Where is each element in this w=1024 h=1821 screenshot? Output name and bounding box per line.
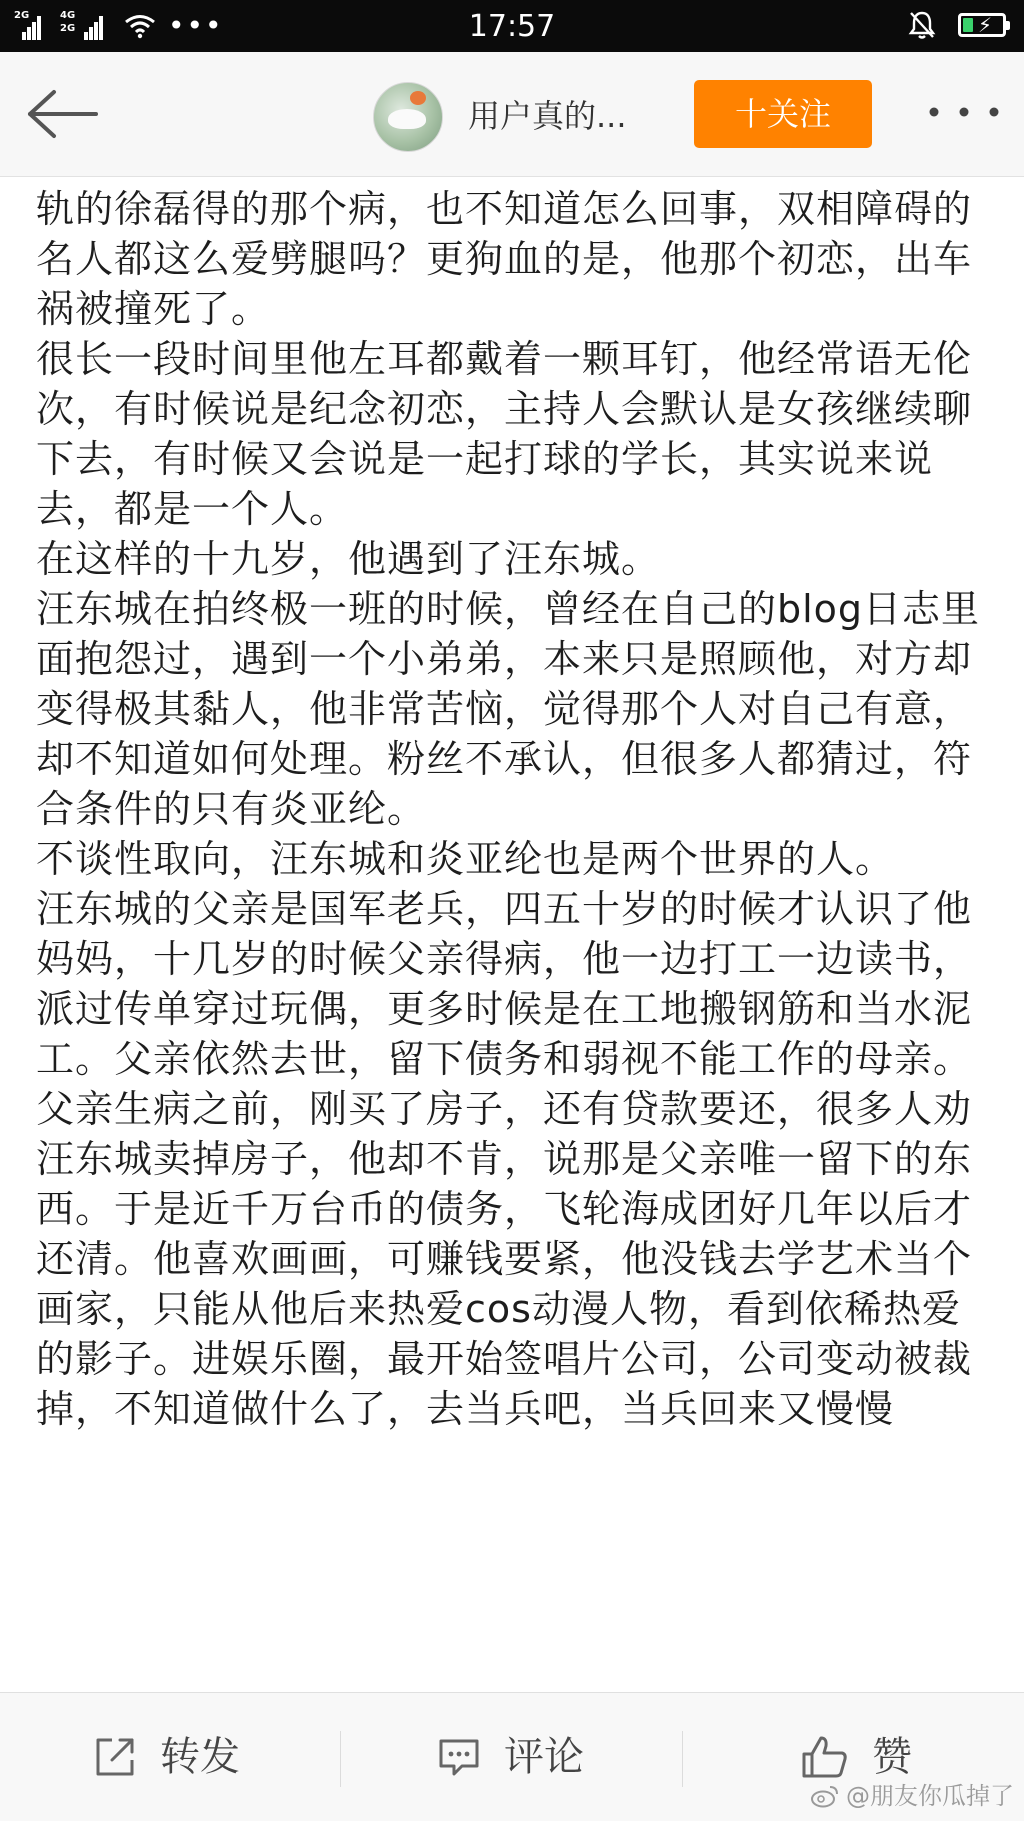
paragraph: 汪东城的父亲是国军老兵，四五十岁的时候才认识了他妈妈，十几岁的时候父亲得病，他一边打工一边读书，派过传单穿过玩偶，更多时候是在工地搬钢筋和当水泥工。父亲依然去世，留下债务和弱视不能工作的母亲。父亲生病之前，刚买了房子，还有贷款要还，很多人劝汪东城卖掉房子，他却不肯，说那是父亲唯一留下的东西。于是近千万台币的债务，飞轮海成团好几年以后才还清。他喜欢画画，可赚钱要紧，他没钱去学艺术当个画家，只能从他后来热爱cos动漫人物，看到依稀热爱的影子。进娱乐圈，最开始签唱片公司，公司变动被裁掉，不知道做什么了，去当兵吧，当兵回来又慢慢 [36,887,973,1431]
signal-icon [14,12,52,40]
follow-button[interactable]: 十关注 [694,80,872,148]
like-label: 赞 [872,1734,912,1780]
status-bar [0,0,1024,52]
comment-icon [436,1734,482,1780]
comment-label: 评论 [504,1734,584,1780]
signal-icon-2 [60,12,116,40]
more-options-button[interactable] [924,92,1004,132]
status-right [908,10,1006,40]
signal-label: 2G [14,10,30,21]
repost-button[interactable] [92,1693,240,1821]
divider [682,1731,683,1787]
paragraph: 在这样的十九岁，他遇到了汪东城。 [36,537,661,581]
mute-bell-icon [908,10,936,40]
status-time: 17:57 [468,9,556,44]
signal-label-2: 4G [60,10,76,21]
paragraph: 轨的徐磊得的那个病，也不知道怎么回事，双相障碍的名人都这么爱劈腿吗？更狗血的是，他那个初恋，出车祸被撞死了。 [36,187,973,331]
signal-sublabel-2: 2G [60,23,76,34]
paragraph: 很长一段时间里他左耳都戴着一颗耳钉，他经常语无伦次，有时候说是纪念初恋，主持人会默认是女孩继续聊下去，有时候又会说是一起打球的学长，其实说来说去，都是一个人。 [36,337,973,531]
repost-label: 转发 [160,1734,240,1780]
weibo-watermark [810,1781,1014,1811]
watermark-text: @朋友你瓜掉了 [846,1782,1014,1810]
weibo-logo-icon [810,1784,840,1808]
back-button[interactable] [26,84,100,144]
wifi-icon [124,13,156,39]
post-header [0,52,1024,177]
repost-icon [92,1734,138,1780]
avatar[interactable] [373,82,443,152]
status-left [14,8,224,44]
divider [340,1731,341,1787]
battery-icon: ⚡ [958,13,1006,37]
post-content [36,184,998,1692]
comment-button[interactable] [436,1693,584,1821]
more-dots-icon [924,92,1004,132]
username[interactable]: 用户真的... [468,97,627,135]
back-arrow-icon [26,84,100,144]
paragraph: 不谈性取向，汪东城和炎亚纶也是两个世界的人。 [36,837,895,881]
thumbs-up-icon [800,1734,850,1780]
action-bar [0,1692,1024,1821]
status-dots: ••• [168,9,224,42]
paragraph: 汪东城在拍终极一班的时候，曾经在自己的blog日志里面抱怨过，遇到一个小弟弟，本来只是照顾他，对方却变得极其黏人，他非常苦恼，觉得那个人对自己有意，却不知道如何处理。粉丝不承认，但很多人都猜过，符合条件的只有炎亚纶。 [36,587,981,831]
